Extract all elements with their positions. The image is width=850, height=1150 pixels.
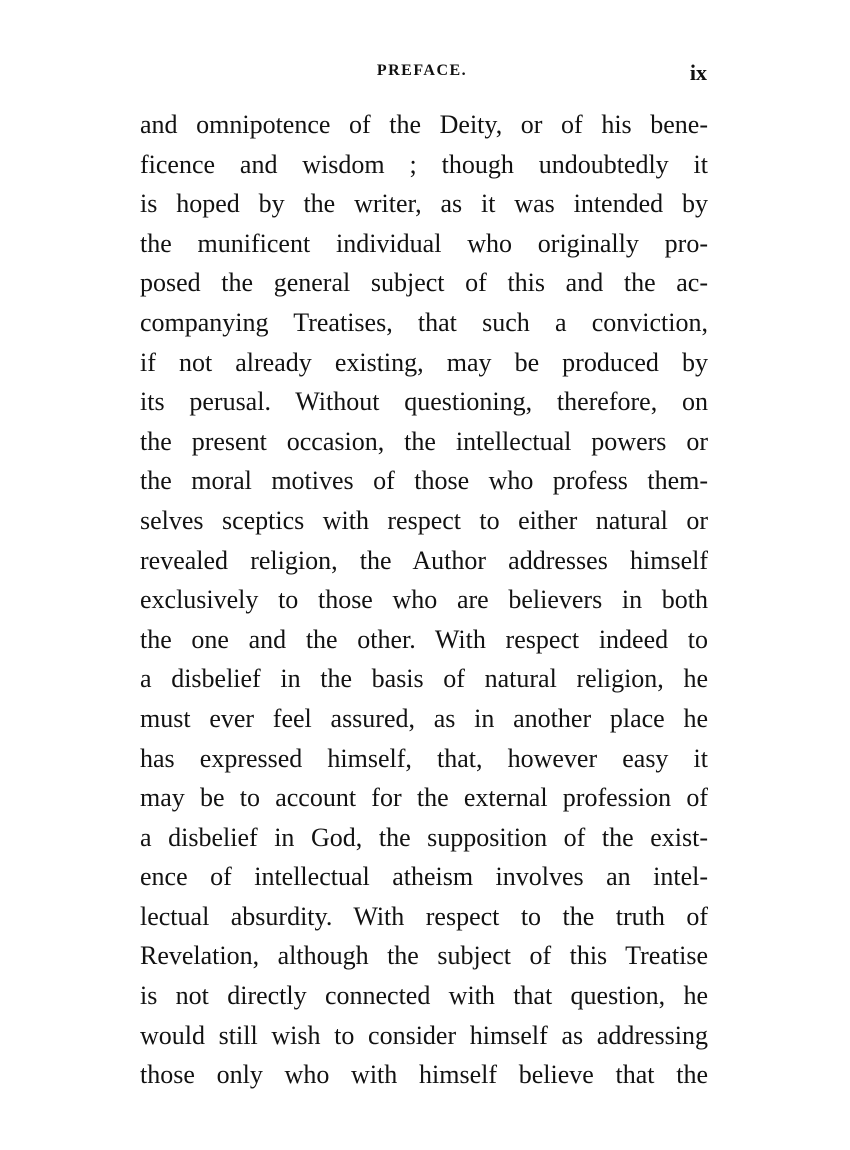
text-line: a disbelief in the basis of natural religion, he xyxy=(140,664,708,694)
text-line: companying Treatises, that such a conviction, xyxy=(140,307,708,337)
text-line: the present occasion, the intellectual powers or xyxy=(140,426,708,456)
text-line: must ever feel assured, as in another place he xyxy=(140,703,708,733)
text-line: those only who with himself believe that the xyxy=(140,1060,708,1090)
text-line: the one and the other. With respect indeed to xyxy=(140,624,708,654)
text-line: ficence and wisdom ; though undoubtedly it xyxy=(140,149,708,179)
text-line: a disbelief in God, the supposition of the exist- xyxy=(140,822,708,852)
text-line: revealed religion, the Author addresses himself xyxy=(140,545,708,575)
page-number: ix xyxy=(689,60,707,85)
text-line: may be to account for the external profession of xyxy=(140,783,708,813)
text-line: is not directly connected with that question, he xyxy=(140,981,708,1011)
text-line: would still wish to consider himself as addressing xyxy=(140,1020,708,1050)
text-line: Revelation, although the subject of this Treatise xyxy=(140,941,708,971)
running-title-text: PREFACE. xyxy=(376,62,468,79)
running-head xyxy=(137,62,707,92)
text-line: selves sceptics with respect to either natural or xyxy=(140,505,708,535)
text-line: posed the general subject of this and the ac- xyxy=(140,268,708,298)
text-line: is hoped by the writer, as it was intended by xyxy=(140,189,708,219)
text-line: has expressed himself, that, however easy it xyxy=(140,743,708,773)
text-line: the munificent individual who originally pro- xyxy=(140,228,708,258)
text-line: exclusively to those who are believers in both xyxy=(140,585,708,615)
text-line: if not already existing, may be produced by xyxy=(140,347,708,377)
text-line: its perusal. Without questioning, therefore, on xyxy=(140,387,708,417)
text-line: the moral motives of those who profess them- xyxy=(140,466,708,496)
text-line: ence of intellectual atheism involves an intel- xyxy=(140,862,708,892)
running-title xyxy=(137,62,707,80)
body-text xyxy=(140,105,708,1095)
text-line: and omnipotence of the Deity, or of his bene- xyxy=(140,110,708,139)
text-line: lectual absurdity. With respect to the truth of xyxy=(140,901,708,931)
